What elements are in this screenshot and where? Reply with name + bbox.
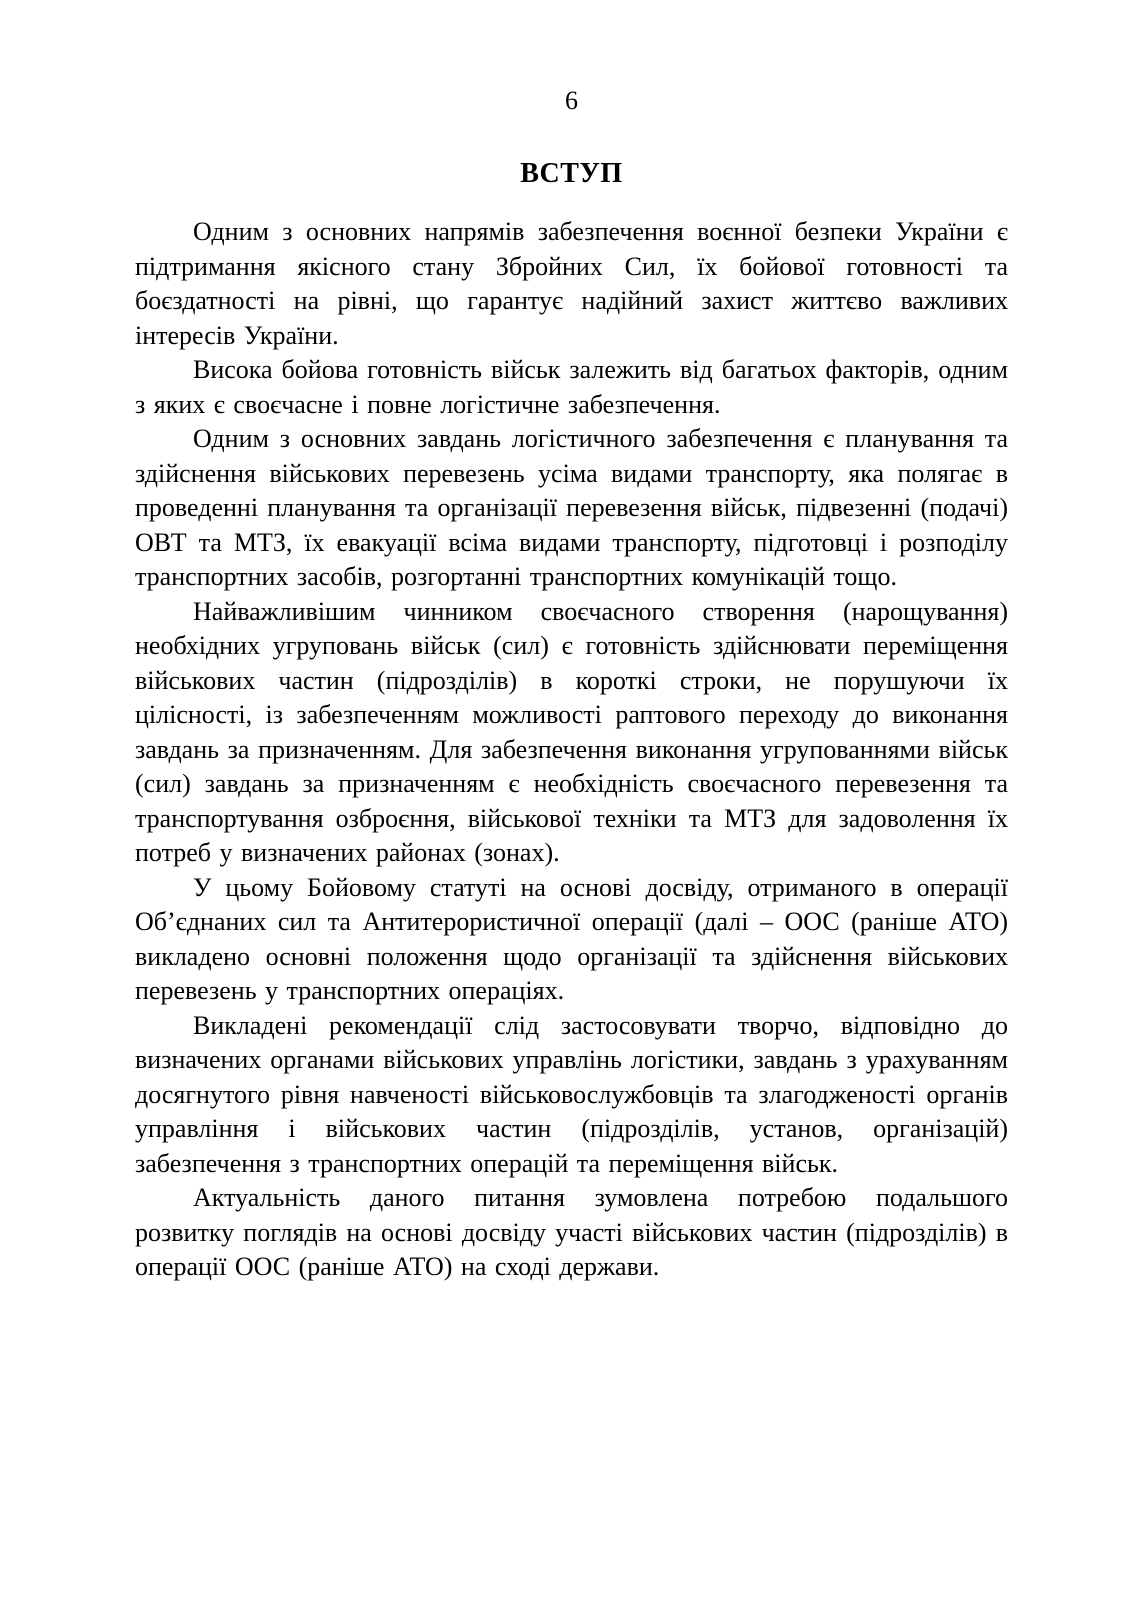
body-text [135,215,1008,1285]
paragraph: Актуальність даного питання зумовлена потребою подальшого розвитку поглядів на основі досвіду участі військових частин (підрозділів) в операції ООС (раніше АТО) на сході держави. [135,1183,1008,1281]
paragraph: У цьому Бойовому статуті на основі досвіду, отриманого в операції Об’єднаних сил та Антитерористичної операції (далі – ООС (раніше АТО) викладено основні положення щодо організації та здійснення військових перевезень у транспортних операціях. [135,872,1008,1005]
paragraph: Висока бойова готовність військ залежить від багатьох факторів, одним з яких є своєчасне і повне логістичне забезпечення. [135,355,1008,419]
page-title: ВСТУП [520,158,623,189]
paragraph: Викладені рекомендації слід застосовувати творчо, відповідно до визначених органами військових управлінь логістики, завдань з урахуванням досягнутого рівня навченості військовослужбовців та злагодженості органів управління і військових частин (підрозділів, установ, організацій) забезпечення з транспортних операцій та переміщення військ. [135,1010,1008,1178]
page-number: 6 [565,86,578,115]
paragraph: Одним з основних завдань логістичного забезпечення є планування та здійснення військових перевезень усіма видами транспорту, яка полягає в проведенні планування та організації перевезення військ, підвезенні (подачі) ОВТ та МТЗ, їх евакуації всіма видами транспорту, підготовці і розподілу транспортних засобів, розгортанні транспортних комунікацій тощо. [135,424,1008,591]
paragraph: Одним з основних напрямів забезпечення воєнної безпеки України є підтримання якісного стану Збройних Сил, їх бойової готовності та боєздатності на рівні, що гарантує надійний захист життєво важливих інтересів України. [135,217,1008,350]
paragraph: Найважливішим чинником своєчасного створення (нарощування) необхідних угруповань військ (сил) є готовність здійснювати переміщення військових частин (підрозділів) в короткі строки, не порушуючи їх цілісності, із забезпеченням можливості раптового переходу до виконання завдань за призначенням. Для забезпечення виконання угрупованнями військ (сил) завдань за призначенням є необхідність своєчасного перевезення та транспортування озброєння, військової техніки та МТЗ для задоволення їх потреб у визначених районах (зонах). [135,596,1008,867]
